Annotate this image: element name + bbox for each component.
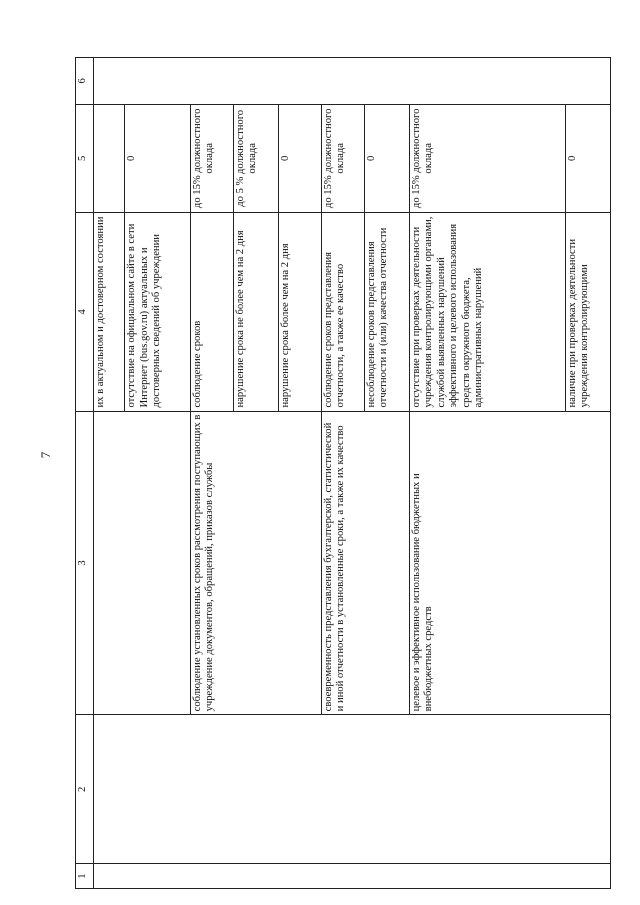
page-number: 7 (38, 451, 53, 459)
col-header-1: 1 (76, 864, 94, 889)
budget-criterion-1: отсутствие при проверках деятельности учреждения контролирующими органами, службой выявленных нарушений эффективного и целевого использования средств окружного бюджета, административных нарушений (410, 213, 566, 411)
reporting-criterion-1: соблюдение сроков представления отчетности, а также ее качество (321, 213, 364, 411)
deadlines-criterion-1: соблюдение сроков (190, 213, 233, 411)
col-header-5: 5 (76, 104, 94, 213)
reporting-value-1: до 15% должностного оклада (321, 104, 364, 213)
col-header-4: 4 (76, 213, 94, 411)
deadlines-criterion-3: нарушение срока более чем на 2 дня (278, 213, 321, 411)
continuation-text: их в актуальном и достоверном состоянии (94, 213, 125, 411)
budget-value-2: 0 (565, 104, 610, 213)
budget-indicator: целевое и эффективное использование бюджетных и внебюджетных средств (410, 411, 611, 715)
cell-col1 (94, 864, 611, 889)
website-value: 0 (125, 104, 191, 213)
deadlines-criterion-2: нарушение срока не более чем на 2 дня (233, 213, 278, 411)
rotated-table-wrapper (75, 57, 611, 889)
reporting-indicator: своевременность представления бухгалтерской, статистической и иной отчетности в установленные сроки, а также их качество (321, 411, 409, 715)
cell-col3-empty (94, 411, 190, 715)
deadlines-value-3: 0 (278, 104, 321, 213)
reporting-criterion-2: несоблюдение сроков представления отчетности и (или) качества отчетности (364, 213, 409, 411)
cell-col6 (94, 58, 611, 105)
criteria-table (75, 57, 611, 889)
header-row (76, 58, 94, 889)
col-header-2: 2 (76, 715, 94, 864)
deadlines-value-2: до 5 % должностного оклада (233, 104, 278, 213)
table-row (94, 58, 125, 889)
budget-criterion-2: наличие при проверках деятельности учреждения контролирующими (565, 213, 610, 411)
deadlines-indicator: соблюдение установленных сроков рассмотрения поступающих в учреждение документов, обращений, приказов службы (190, 411, 321, 715)
budget-value-1: до 15% должностного оклада (410, 104, 566, 213)
col-header-3: 3 (76, 411, 94, 715)
reporting-value-2: 0 (364, 104, 409, 213)
website-criterion: отсутствие на официальном сайте в сети Интернет (bus.gov.ru) актуальных и достоверных сведений об учреждении (125, 213, 191, 411)
deadlines-value-1: до 15% должностного оклада (190, 104, 233, 213)
col-header-6: 6 (76, 58, 94, 105)
cell-col2 (94, 715, 611, 864)
continuation-value (94, 104, 125, 213)
